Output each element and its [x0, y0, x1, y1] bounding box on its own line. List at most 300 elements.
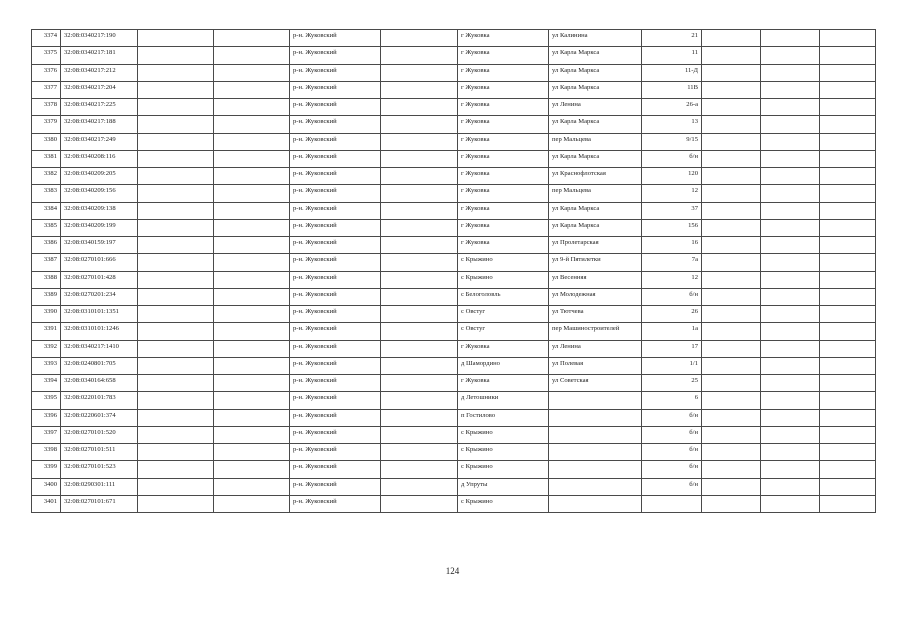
- district-cell: р-н. Жуковский: [290, 340, 381, 357]
- cadastral-number-cell: 32:08:0340209:138: [61, 202, 138, 219]
- empty-cell: [761, 150, 820, 167]
- district-cell: р-н. Жуковский: [290, 461, 381, 478]
- house-cell: [642, 495, 702, 512]
- table-row: [32, 81, 876, 98]
- empty-cell: [381, 306, 458, 323]
- empty-cell: [820, 237, 876, 254]
- empty-cell: [702, 323, 761, 340]
- district-cell: р-н. Жуковский: [290, 133, 381, 150]
- street-cell: ул Карла Маркса: [549, 116, 642, 133]
- empty-cell: [381, 392, 458, 409]
- row-number-cell: 3384: [32, 202, 61, 219]
- table-row: [32, 185, 876, 202]
- district-cell: р-н. Жуковский: [290, 426, 381, 443]
- row-number-cell: 3393: [32, 357, 61, 374]
- empty-cell: [702, 81, 761, 98]
- empty-cell: [214, 99, 290, 116]
- empty-cell: [761, 116, 820, 133]
- street-cell: [549, 478, 642, 495]
- table-row: [32, 237, 876, 254]
- table-row: [32, 168, 876, 185]
- empty-cell: [702, 375, 761, 392]
- empty-cell: [820, 202, 876, 219]
- empty-cell: [138, 444, 214, 461]
- cadastral-number-cell: 32:08:0270101:511: [61, 444, 138, 461]
- row-number-cell: 3397: [32, 426, 61, 443]
- street-cell: [549, 392, 642, 409]
- table-row: [32, 306, 876, 323]
- empty-cell: [381, 81, 458, 98]
- empty-cell: [702, 426, 761, 443]
- locality-cell: г Жуковка: [458, 375, 549, 392]
- page-number: 124: [445, 566, 460, 576]
- district-cell: р-н. Жуковский: [290, 254, 381, 271]
- empty-cell: [702, 219, 761, 236]
- cadastral-number-cell: 32:08:0270101:520: [61, 426, 138, 443]
- street-cell: ул Карла Маркса: [549, 150, 642, 167]
- house-cell: 26-а: [642, 99, 702, 116]
- house-cell: 120: [642, 168, 702, 185]
- table-row: [32, 202, 876, 219]
- table-row: [32, 461, 876, 478]
- cadastral-number-cell: 32:08:0220601:374: [61, 409, 138, 426]
- locality-cell: г Жуковка: [458, 340, 549, 357]
- empty-cell: [761, 306, 820, 323]
- empty-cell: [138, 81, 214, 98]
- district-cell: р-н. Жуковский: [290, 81, 381, 98]
- empty-cell: [820, 444, 876, 461]
- table-row: [32, 116, 876, 133]
- empty-cell: [138, 375, 214, 392]
- empty-cell: [761, 237, 820, 254]
- empty-cell: [702, 116, 761, 133]
- district-cell: р-н. Жуковский: [290, 219, 381, 236]
- empty-cell: [214, 357, 290, 374]
- empty-cell: [702, 340, 761, 357]
- empty-cell: [761, 30, 820, 47]
- row-number-cell: 3396: [32, 409, 61, 426]
- district-cell: р-н. Жуковский: [290, 288, 381, 305]
- empty-cell: [138, 64, 214, 81]
- locality-cell: г Жуковка: [458, 185, 549, 202]
- empty-cell: [381, 116, 458, 133]
- empty-cell: [820, 323, 876, 340]
- empty-cell: [138, 271, 214, 288]
- empty-cell: [381, 478, 458, 495]
- table-row: [32, 478, 876, 495]
- street-cell: ул Карла Маркса: [549, 202, 642, 219]
- empty-cell: [761, 81, 820, 98]
- district-cell: р-н. Жуковский: [290, 168, 381, 185]
- empty-cell: [214, 237, 290, 254]
- empty-cell: [214, 478, 290, 495]
- street-cell: ул Карла Маркса: [549, 219, 642, 236]
- empty-cell: [138, 150, 214, 167]
- street-cell: ул Карла Маркса: [549, 64, 642, 81]
- empty-cell: [702, 495, 761, 512]
- empty-cell: [820, 271, 876, 288]
- street-cell: ул Пролетарская: [549, 237, 642, 254]
- house-cell: 17: [642, 340, 702, 357]
- empty-cell: [702, 478, 761, 495]
- row-number-cell: 3392: [32, 340, 61, 357]
- district-cell: р-н. Жуковский: [290, 271, 381, 288]
- row-number-cell: 3382: [32, 168, 61, 185]
- table-row: [32, 99, 876, 116]
- house-cell: 7а: [642, 254, 702, 271]
- house-cell: б/н: [642, 478, 702, 495]
- empty-cell: [138, 426, 214, 443]
- empty-cell: [138, 30, 214, 47]
- street-cell: [549, 426, 642, 443]
- locality-cell: д Летошники: [458, 392, 549, 409]
- row-number-cell: 3401: [32, 495, 61, 512]
- row-number-cell: 3398: [32, 444, 61, 461]
- street-cell: ул Карла Маркса: [549, 81, 642, 98]
- empty-cell: [381, 426, 458, 443]
- empty-cell: [214, 254, 290, 271]
- empty-cell: [138, 133, 214, 150]
- house-cell: 16: [642, 237, 702, 254]
- empty-cell: [138, 254, 214, 271]
- street-cell: [549, 495, 642, 512]
- empty-cell: [381, 47, 458, 64]
- empty-cell: [761, 340, 820, 357]
- locality-cell: с Крыжино: [458, 461, 549, 478]
- empty-cell: [138, 478, 214, 495]
- table-body: [32, 30, 876, 513]
- empty-cell: [820, 495, 876, 512]
- empty-cell: [214, 81, 290, 98]
- cadastral-number-cell: 32:08:0310101:1351: [61, 306, 138, 323]
- empty-cell: [820, 64, 876, 81]
- cadastral-number-cell: 32:08:0270101:523: [61, 461, 138, 478]
- street-cell: пер Мальцева: [549, 133, 642, 150]
- locality-cell: г Жуковка: [458, 30, 549, 47]
- empty-cell: [138, 461, 214, 478]
- empty-cell: [381, 357, 458, 374]
- district-cell: р-н. Жуковский: [290, 444, 381, 461]
- empty-cell: [761, 185, 820, 202]
- empty-cell: [214, 444, 290, 461]
- empty-cell: [214, 495, 290, 512]
- empty-cell: [214, 219, 290, 236]
- empty-cell: [761, 495, 820, 512]
- district-cell: р-н. Жуковский: [290, 495, 381, 512]
- empty-cell: [214, 202, 290, 219]
- empty-cell: [820, 133, 876, 150]
- empty-cell: [761, 202, 820, 219]
- empty-cell: [820, 116, 876, 133]
- table-row: [32, 495, 876, 512]
- empty-cell: [761, 426, 820, 443]
- table-row: [32, 271, 876, 288]
- district-cell: р-н. Жуковский: [290, 185, 381, 202]
- cadastral-number-cell: 32:08:0340217:188: [61, 116, 138, 133]
- empty-cell: [820, 340, 876, 357]
- locality-cell: г Жуковка: [458, 219, 549, 236]
- empty-cell: [761, 47, 820, 64]
- empty-cell: [214, 323, 290, 340]
- empty-cell: [820, 81, 876, 98]
- cadastral-number-cell: 32:08:0270201:234: [61, 288, 138, 305]
- empty-cell: [138, 306, 214, 323]
- empty-cell: [761, 219, 820, 236]
- empty-cell: [702, 168, 761, 185]
- empty-cell: [820, 30, 876, 47]
- house-cell: 12: [642, 271, 702, 288]
- empty-cell: [138, 288, 214, 305]
- empty-cell: [702, 150, 761, 167]
- row-number-cell: 3386: [32, 237, 61, 254]
- street-cell: ул Весенняя: [549, 271, 642, 288]
- row-number-cell: 3388: [32, 271, 61, 288]
- cadastral-number-cell: 32:08:0340217:204: [61, 81, 138, 98]
- empty-cell: [214, 426, 290, 443]
- locality-cell: г Жуковка: [458, 64, 549, 81]
- cadastral-number-cell: 32:08:0340217:249: [61, 133, 138, 150]
- locality-cell: с Крыжино: [458, 271, 549, 288]
- empty-cell: [138, 168, 214, 185]
- empty-cell: [214, 116, 290, 133]
- locality-cell: с Крыжино: [458, 254, 549, 271]
- table-row: [32, 133, 876, 150]
- table-row: [32, 64, 876, 81]
- empty-cell: [214, 409, 290, 426]
- empty-cell: [761, 133, 820, 150]
- locality-cell: д Упруты: [458, 478, 549, 495]
- district-cell: р-н. Жуковский: [290, 323, 381, 340]
- empty-cell: [214, 461, 290, 478]
- house-cell: 11: [642, 47, 702, 64]
- street-cell: ул Молодежная: [549, 288, 642, 305]
- empty-cell: [702, 461, 761, 478]
- row-number-cell: 3395: [32, 392, 61, 409]
- empty-cell: [820, 478, 876, 495]
- district-cell: р-н. Жуковский: [290, 202, 381, 219]
- district-cell: р-н. Жуковский: [290, 47, 381, 64]
- empty-cell: [138, 116, 214, 133]
- table-row: [32, 47, 876, 64]
- house-cell: 11-Д: [642, 64, 702, 81]
- house-cell: 37: [642, 202, 702, 219]
- street-cell: ул Калинина: [549, 30, 642, 47]
- cadastral-number-cell: 32:08:0340217:1410: [61, 340, 138, 357]
- empty-cell: [214, 133, 290, 150]
- empty-cell: [214, 185, 290, 202]
- empty-cell: [214, 30, 290, 47]
- table-row: [32, 426, 876, 443]
- table-row: [32, 444, 876, 461]
- empty-cell: [702, 254, 761, 271]
- street-cell: ул Советская: [549, 375, 642, 392]
- locality-cell: с Овстуг: [458, 306, 549, 323]
- cadastral-number-cell: 32:08:0340217:225: [61, 99, 138, 116]
- street-cell: ул Краснофлотская: [549, 168, 642, 185]
- house-cell: б/н: [642, 409, 702, 426]
- table-row: [32, 288, 876, 305]
- row-number-cell: 3385: [32, 219, 61, 236]
- district-cell: р-н. Жуковский: [290, 116, 381, 133]
- house-cell: б/н: [642, 461, 702, 478]
- street-cell: [549, 409, 642, 426]
- empty-cell: [820, 168, 876, 185]
- street-cell: пер Мальцева: [549, 185, 642, 202]
- empty-cell: [761, 64, 820, 81]
- empty-cell: [138, 185, 214, 202]
- cadastral-number-cell: 32:08:0310101:1246: [61, 323, 138, 340]
- empty-cell: [702, 409, 761, 426]
- street-cell: [549, 461, 642, 478]
- cadastral-number-cell: 32:08:0340164:658: [61, 375, 138, 392]
- empty-cell: [820, 426, 876, 443]
- empty-cell: [820, 47, 876, 64]
- empty-cell: [214, 64, 290, 81]
- row-number-cell: 3375: [32, 47, 61, 64]
- district-cell: р-н. Жуковский: [290, 306, 381, 323]
- empty-cell: [381, 168, 458, 185]
- house-cell: 13: [642, 116, 702, 133]
- row-number-cell: 3391: [32, 323, 61, 340]
- locality-cell: с Белоголовль: [458, 288, 549, 305]
- empty-cell: [381, 375, 458, 392]
- empty-cell: [381, 64, 458, 81]
- street-cell: ул Ленина: [549, 99, 642, 116]
- locality-cell: г Жуковка: [458, 237, 549, 254]
- empty-cell: [820, 392, 876, 409]
- table-row: [32, 375, 876, 392]
- empty-cell: [214, 47, 290, 64]
- empty-cell: [381, 340, 458, 357]
- street-cell: ул Тютчева: [549, 306, 642, 323]
- empty-cell: [381, 237, 458, 254]
- locality-cell: г Жуковка: [458, 81, 549, 98]
- empty-cell: [761, 254, 820, 271]
- empty-cell: [761, 409, 820, 426]
- house-cell: 6: [642, 392, 702, 409]
- empty-cell: [381, 133, 458, 150]
- table-row: [32, 219, 876, 236]
- house-cell: 11В: [642, 81, 702, 98]
- empty-cell: [381, 409, 458, 426]
- street-cell: пер Машиностроителей: [549, 323, 642, 340]
- cadastral-number-cell: 32:08:0220101:783: [61, 392, 138, 409]
- cadastral-number-cell: 32:08:0340209:205: [61, 168, 138, 185]
- empty-cell: [381, 461, 458, 478]
- empty-cell: [214, 271, 290, 288]
- empty-cell: [214, 392, 290, 409]
- empty-cell: [214, 306, 290, 323]
- cadastral-number-cell: 32:08:0340208:116: [61, 150, 138, 167]
- empty-cell: [138, 323, 214, 340]
- district-cell: р-н. Жуковский: [290, 357, 381, 374]
- empty-cell: [761, 444, 820, 461]
- empty-cell: [138, 495, 214, 512]
- locality-cell: г Жуковка: [458, 150, 549, 167]
- empty-cell: [820, 461, 876, 478]
- locality-cell: с Крыжино: [458, 426, 549, 443]
- empty-cell: [381, 271, 458, 288]
- empty-cell: [214, 168, 290, 185]
- empty-cell: [702, 30, 761, 47]
- empty-cell: [702, 444, 761, 461]
- empty-cell: [381, 150, 458, 167]
- row-number-cell: 3377: [32, 81, 61, 98]
- table-row: [32, 30, 876, 47]
- locality-cell: с Овстуг: [458, 323, 549, 340]
- cadastral-number-cell: 32:08:0340217:212: [61, 64, 138, 81]
- district-cell: р-н. Жуковский: [290, 392, 381, 409]
- empty-cell: [761, 357, 820, 374]
- locality-cell: г Жуковка: [458, 168, 549, 185]
- locality-cell: г Жуковка: [458, 47, 549, 64]
- empty-cell: [702, 99, 761, 116]
- empty-cell: [820, 185, 876, 202]
- row-number-cell: 3389: [32, 288, 61, 305]
- table-row: [32, 254, 876, 271]
- cadastral-number-cell: 32:08:0240801:705: [61, 357, 138, 374]
- empty-cell: [138, 99, 214, 116]
- district-cell: р-н. Жуковский: [290, 409, 381, 426]
- table-row: [32, 409, 876, 426]
- locality-cell: г Жуковка: [458, 116, 549, 133]
- table-row: [32, 340, 876, 357]
- empty-cell: [761, 392, 820, 409]
- cadastral-number-cell: 32:08:0340209:156: [61, 185, 138, 202]
- row-number-cell: 3378: [32, 99, 61, 116]
- district-cell: р-н. Жуковский: [290, 237, 381, 254]
- locality-cell: г Жуковка: [458, 133, 549, 150]
- locality-cell: п Гостилово: [458, 409, 549, 426]
- empty-cell: [702, 271, 761, 288]
- row-number-cell: 3383: [32, 185, 61, 202]
- empty-cell: [761, 271, 820, 288]
- empty-cell: [138, 409, 214, 426]
- empty-cell: [138, 219, 214, 236]
- house-cell: 26: [642, 306, 702, 323]
- row-number-cell: 3387: [32, 254, 61, 271]
- cadastral-number-cell: 32:08:0340159:197: [61, 237, 138, 254]
- empty-cell: [702, 64, 761, 81]
- house-cell: 156: [642, 219, 702, 236]
- house-cell: б/н: [642, 444, 702, 461]
- street-cell: ул Полевая: [549, 357, 642, 374]
- empty-cell: [702, 47, 761, 64]
- house-cell: 21: [642, 30, 702, 47]
- empty-cell: [381, 202, 458, 219]
- street-cell: ул 9-й Пятилетки: [549, 254, 642, 271]
- empty-cell: [138, 340, 214, 357]
- table-row: [32, 150, 876, 167]
- table-row: [32, 323, 876, 340]
- registry-table: [31, 29, 876, 513]
- empty-cell: [702, 237, 761, 254]
- cadastral-number-cell: 32:08:0340217:181: [61, 47, 138, 64]
- empty-cell: [761, 375, 820, 392]
- cadastral-number-cell: 32:08:0270101:666: [61, 254, 138, 271]
- empty-cell: [214, 375, 290, 392]
- empty-cell: [138, 47, 214, 64]
- street-cell: ул Карла Маркса: [549, 47, 642, 64]
- cadastral-number-cell: 32:08:0340209:199: [61, 219, 138, 236]
- empty-cell: [381, 99, 458, 116]
- empty-cell: [820, 288, 876, 305]
- empty-cell: [820, 357, 876, 374]
- empty-cell: [138, 202, 214, 219]
- row-number-cell: 3400: [32, 478, 61, 495]
- street-cell: [549, 444, 642, 461]
- locality-cell: с Крыжино: [458, 444, 549, 461]
